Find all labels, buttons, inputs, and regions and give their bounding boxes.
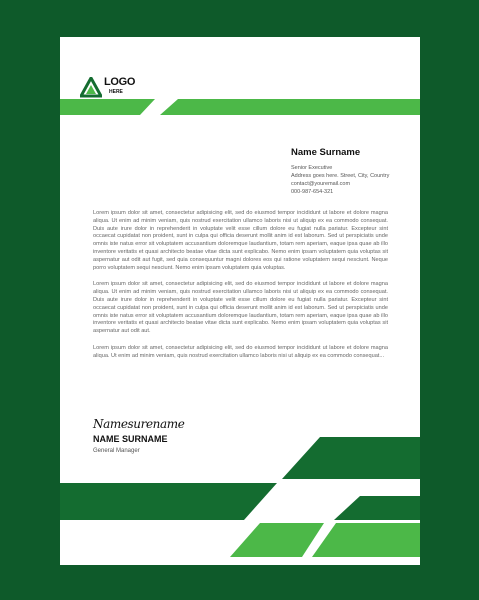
bottom-band-dark-right-top [282, 437, 420, 479]
sender-email: contact@youremail.com [291, 181, 351, 187]
letterhead-page [60, 37, 420, 565]
sender-title: Senior Executive [291, 165, 333, 171]
logo-tagline: HERE [109, 89, 123, 95]
sender-phone: 000-987-654-321 [291, 189, 334, 195]
body-paragraph-1: Lorem ipsum dolor sit amet, consectetur adipisicing elit, sed do eiusmod tempor incididunt ut labore et dolore magna aliqua. Ut enim ad minim veniam, quis nostrud exercitation ullamco laboris nisi ut aliquip ex ea commodo consequat. Duis aute irure dolor in reprehenderit in voluptate velit esse cillum dolore eu fugiat nulla pariatur. Excepteur sint occaecat cupidatat non proident, sunt in culpa qui officia deserunt mollit anim id est laborum. Sed ut perspiciatis unde omnis iste natus error sit voluptatem accusantium doloremque laudantium, totam rem aperiam, eaque ipsa quae ab illo inventore veritatis et quasi architecto beatae vitae dicta sunt explicabo. Nemo enim ipsam voluptatem quia voluptas sit aspernatur aut odit aut fugit, sed quia consequuntur magni dolores eos qui ratione voluptatem sequi nesciunt. Neque porro voluptatem sequi nesciunt. Nemo enim ipsam voluptatem quia voluptas. [93, 210, 388, 271]
body-paragraph-3: Lorem ipsum dolor sit amet, consectetur adipisicing elit, sed do eiusmod tempor incididunt ut labore et dolore magna aliqua. Ut enim ad minim veniam, quis nostrud exercitation ullamco laboris nisi ut aliquip ex ea commodo consequat... [93, 344, 388, 359]
bottom-band-light-left [230, 523, 324, 557]
bottom-band-dark-right-bottom [334, 496, 420, 520]
sender-address: Address goes here. Street, City, Country [291, 173, 390, 179]
logo-word: LOGO [104, 76, 136, 88]
signature-script: Namesurename [93, 417, 185, 431]
body-paragraph-2: Lorem ipsum dolor sit amet, consectetur adipisicing elit, sed do eiusmod tempor incididunt ut labore et dolore magna aliqua. Ut enim ad minim veniam, quis nostrud exercitation ullamco laboris nisi ut aliquip ex ea commodo consequat. Duis aute irure dolor in reprehenderit in voluptate velit esse cillum dolore eu fugiat nulla pariatur. Excepteur sint occaecat cupidatat non proident, sunt in culpa qui officia deserunt mollit anim id est laborum. Sed ut perspiciatis unde omnis iste natus error sit voluptatem accusantium doloremque laudantium, totam rem aperiam, eaque ipsa quae ab illo inventore veritatis et quasi architecto beatae vitae dicta sunt explicabo. Nemo enim ipsam voluptatem quia voluptas sit aspernatur aut odit aut. [93, 281, 388, 335]
bottom-band-light-right [312, 523, 420, 557]
bottom-accent-band [60, 37, 420, 565]
signature-title: General Manager [93, 448, 140, 454]
sender-name: Name Surname [291, 147, 361, 158]
bottom-band-dark-left [60, 483, 277, 520]
signature-name: NAME SURNAME [93, 434, 168, 444]
